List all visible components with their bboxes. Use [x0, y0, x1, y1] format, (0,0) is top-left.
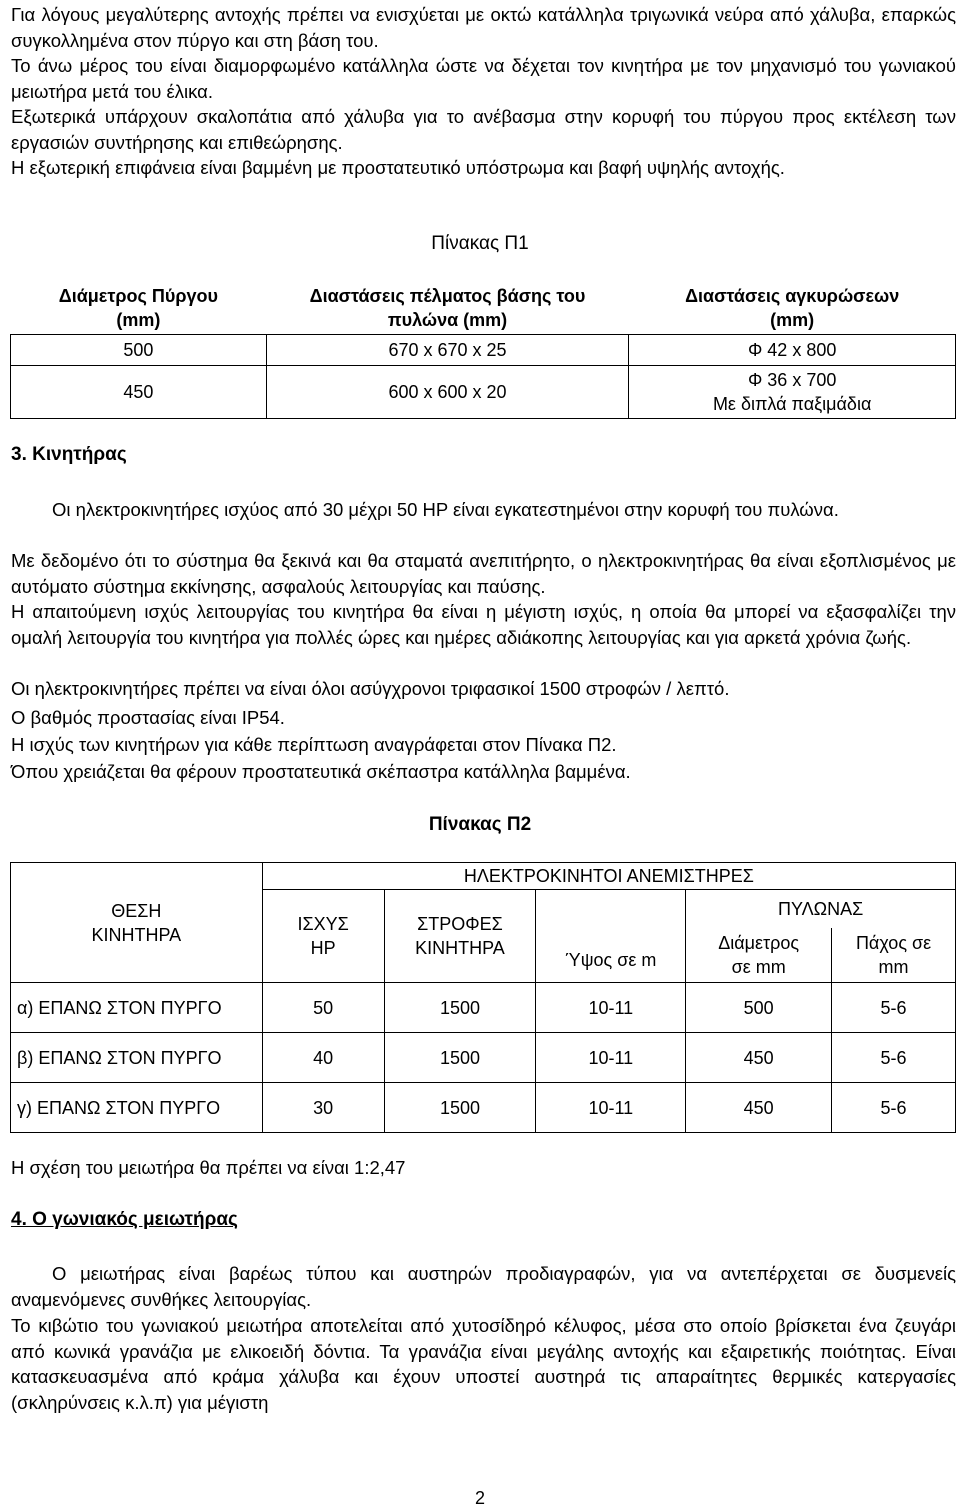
paragraph-motor-auto: Με δεδομένο ότι το σύστημα θα ξεκινά και θα σταματά ανεπιτήρητο, ο ηλεκτροκινητήρας θα είναι εξοπλισμένος με αυτόματο σύστημα εκκίνησης, ασφαλούς λειτουργίας και παύσης. [11, 550, 956, 597]
paragraph-reducer-gearbox: Το κιβώτιο του γωνιακού μειωτήρα αποτελείται από χυτοσίδηρό κέλυφος, μέσα στο οποίο βρίσκεται ένα ζευγάρι από κωνικά γρανάζια με ελικοειδή δόντια. Τα γρανάζια είναι μεγάλης αντοχής και εξαιρετικής ποιότητας. Είναι κατασκευασμένα από κράμα χάλυβα και έχουν υποστεί αυστηρά τις απαραίτητες θερμικές κατεργασίες (σκληρύνσεις κ.λ.π) για μέγιστη [11, 1315, 956, 1413]
table2-header-power [262, 890, 384, 983]
table-cell: 670 x 670 x 25 [266, 335, 629, 366]
paragraph-top-part: Το άνω μέρος του είναι διαμορφωμένο κατάλληλα ώστε να δέχεται τον κινητήρα με τον μηχανισμό του γωνιακού μειωτήρα μετά του έλικα. [11, 55, 956, 102]
table1-header-base [266, 282, 629, 335]
table2-caption: Πίνακας Π2 [428, 814, 532, 835]
table-cell: Φ 42 x 800 [629, 335, 956, 366]
table2-header-thickness [832, 928, 956, 983]
header-line: σε mm [731, 957, 786, 977]
table-cell: 5-6 [832, 1033, 956, 1083]
table2-header-rpm [384, 890, 536, 983]
paragraph-motor-power: Οι ηλεκτροκινητήρες ισχύος από 30 μέχρι 50 HP είναι εγκατεστημένοι στην κορυφή του πυλώνα. [52, 499, 839, 520]
table-cell: 10-11 [536, 1033, 686, 1083]
table-cell [629, 366, 956, 419]
section4-heading: 4. Ο γωνιακός μειωτήρας [11, 1209, 238, 1230]
header-line: Διάμετρος Πύργου [58, 286, 218, 306]
table-p1 [10, 282, 956, 419]
section3-heading: 3. Κινητήρας [11, 444, 127, 465]
table-row [11, 1033, 956, 1083]
header-line: ΣΤΡΟΦΕΣ [417, 914, 503, 934]
table2-group-header: ΗΛΕΚΤΡΟΚΙΝΗΤΟΙ ΑΝΕΜΙΣΤΗΡΕΣ [262, 863, 955, 890]
table-cell: 500 [686, 983, 832, 1033]
paragraph-motor-ip: Ο βαθμός προστασίας είναι IP54. [11, 707, 285, 728]
table1-header-row [11, 282, 956, 335]
header-line: (mm) [770, 310, 815, 330]
table2-header-row [11, 863, 956, 890]
table-cell: 40 [262, 1033, 384, 1083]
header-line: Διαστάσεις πέλματος βάσης του [309, 286, 586, 306]
table-cell: 5-6 [832, 1083, 956, 1133]
header-line: ΚΙΝΗΤΗΡΑ [91, 924, 182, 945]
cell-line: Φ 36 x 700 [747, 370, 837, 390]
table-row [11, 983, 956, 1033]
paragraph-motor-required: Η απαιτούμενη ισχύς λειτουργίας του κινητήρα θα είναι η μέγιστη ισχύς, η οποία θα μπορεί να εξασφαλίζει την ομαλή λειτουργία του κινητήρα για πολλές ώρες και ημέρες αδιάκοπης λειτουργίας και για αρκετά χρόνια ζωής. [11, 601, 956, 648]
header-line: ΙΣΧΥΣ [297, 914, 349, 934]
paragraph-ratio: Η σχέση του μειωτήρα θα πρέπει να είναι 1:2,47 [11, 1157, 406, 1178]
paragraph-motor-async: Οι ηλεκτροκινητήρες πρέπει να είναι όλοι ασύγχρονοι τριφασικοί 1500 στροφών / λεπτό. [11, 678, 730, 699]
header-line: Διαστάσεις αγκυρώσεων [685, 286, 900, 306]
header-line: ΚΙΝΗΤΗΡΑ [415, 938, 505, 958]
table-row [11, 366, 956, 419]
table-cell: 10-11 [536, 1083, 686, 1133]
table1-header-diameter [11, 282, 267, 335]
header-line: Πάχος σε [855, 933, 932, 953]
table-cell: α) ΕΠΑΝΩ ΣΤΟΝ ΠΥΡΓΟ [11, 983, 263, 1033]
header-line: mm [878, 957, 909, 977]
table-cell: 1500 [384, 1033, 536, 1083]
header-line: HP [310, 938, 336, 958]
header-line: ΘΕΣΗ [111, 900, 162, 921]
table-cell: 500 [11, 335, 267, 366]
table1-header-anchors [629, 282, 956, 335]
table-cell: 30 [262, 1083, 384, 1133]
table2-header-diameter [686, 928, 832, 983]
table-cell: 10-11 [536, 983, 686, 1033]
paragraph-steps: Εξωτερικά υπάρχουν σκαλοπάτια από χάλυβα για το ανέβασμα στην κορυφή του πύργου προς εκτέλεση των εργασιών συντήρησης και επιθεώρησης. [11, 106, 956, 153]
paragraph-reducer-type: Ο μειωτήρας είναι βαρέως τύπου και αυστηρών προδιαγραφών, για να αντεπέρχεται σε δυσμενείς αναμενόμενες συνθήκες λειτουργίας. [11, 1263, 956, 1310]
paragraph-reinforcement: Για λόγους μεγαλύτερης αντοχής πρέπει να ενισχύεται με οκτώ κατάλληλα τριγωνικά νεύρα από χάλυβα, επαρκώς συγκολλημένα στον πύργο και στη βάση του. [11, 4, 956, 51]
table-cell: 450 [686, 1083, 832, 1133]
table-cell: 450 [11, 366, 267, 419]
table1-caption: Πίνακας Π1 [431, 233, 529, 254]
header-line: (mm) [116, 310, 161, 330]
table-cell: 450 [686, 1033, 832, 1083]
paragraph-surface: Η εξωτερική επιφάνεια είναι βαμμένη με προστατευτικό υπόστρωμα και βαφή υψηλής αντοχής. [11, 157, 785, 178]
page-number: 2 [474, 1488, 485, 1508]
header-line: Διάμετρος [718, 933, 800, 953]
table2-header-pylon: ΠΥΛΩΝΑΣ [686, 890, 956, 929]
header-line: πυλώνα (mm) [387, 310, 508, 330]
paragraph-motor-covers: Όπου χρειάζεται θα φέρουν προστατευτικά σκέπαστρα κατάλληλα βαμμένα. [11, 761, 631, 782]
table2-header-position [11, 863, 263, 983]
table-row [11, 1083, 956, 1133]
table-cell: 1500 [384, 1083, 536, 1133]
table-row [11, 335, 956, 366]
paragraph-motor-table: Η ισχύς των κινητήρων για κάθε περίπτωση αναγράφεται στον Πίνακα Π2. [11, 734, 617, 755]
table-cell: 50 [262, 983, 384, 1033]
table-cell: 1500 [384, 983, 536, 1033]
table-cell: 5-6 [832, 983, 956, 1033]
table2-header-height: Ύψος σε m [536, 890, 686, 983]
cell-line: Με διπλά παξιμάδια [712, 394, 872, 414]
table-cell: γ) ΕΠΑΝΩ ΣΤΟΝ ΠΥΡΓΟ [11, 1083, 263, 1133]
table-cell: β) ΕΠΑΝΩ ΣΤΟΝ ΠΥΡΓΟ [11, 1033, 263, 1083]
table-cell: 600 x 600 x 20 [266, 366, 629, 419]
table-p2 [10, 862, 956, 1133]
